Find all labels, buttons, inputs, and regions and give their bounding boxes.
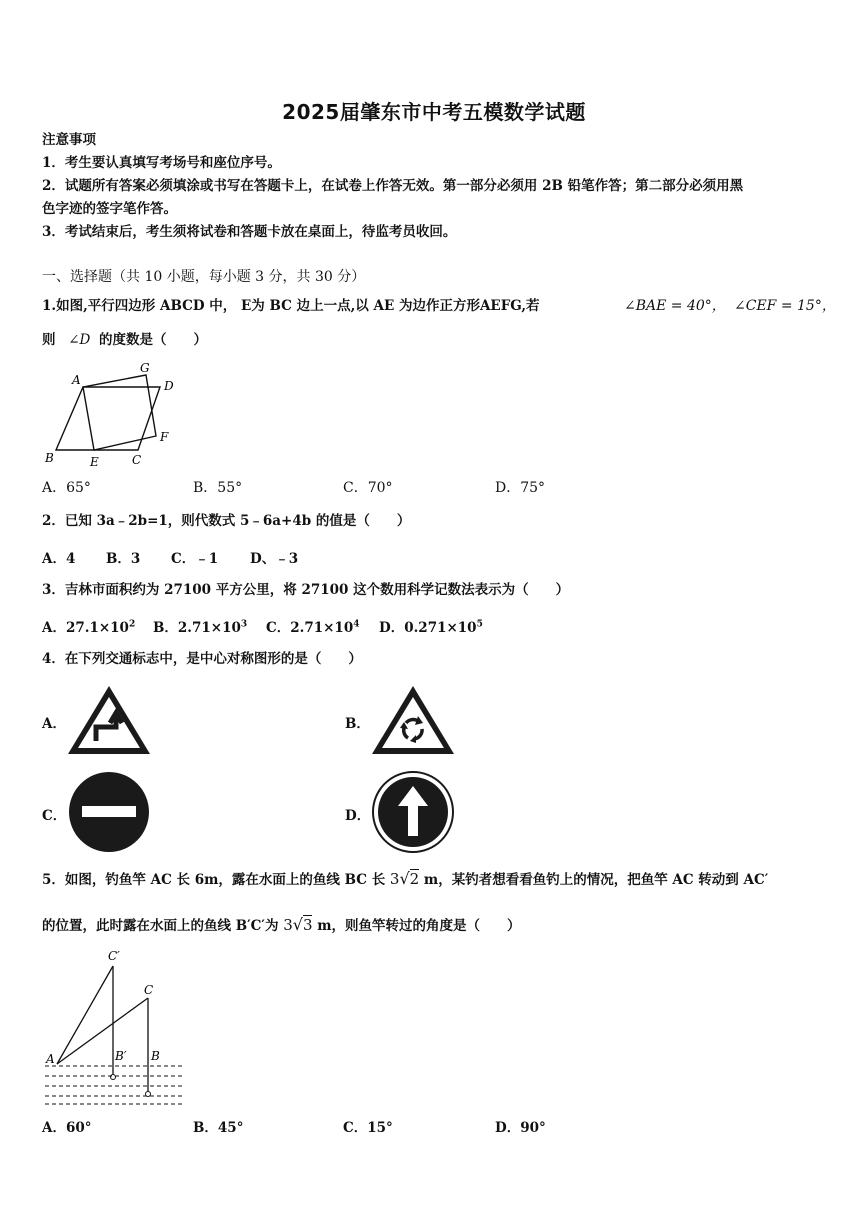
q3-option-d-text: D．0.271×10 [379,620,477,636]
notes-heading: 注意事项 [42,132,96,148]
q4-stem: 4．在下列交通标志中，是中心对称图形的是（ ） [42,651,362,667]
warning-sign-roundabout-icon [370,683,456,757]
q5-root-2-coef: 3 [283,916,293,934]
q5-root-2-rad: 3 [302,916,313,934]
notes-item-1: 1．考生要认真填写考场号和座位序号。 [42,155,281,171]
q5-text-2: m，某钓者想看看鱼钓上的情况，把鱼竿 AC 转动到 AC′ [423,872,769,888]
q3-option-d [379,616,483,636]
q1-option-d: D．75° [495,480,546,496]
notes-item-2-cont: 色字迹的签字笔作答。 [42,201,177,217]
q3-option-c-exp: 4 [353,619,360,630]
label-c: C [132,453,142,467]
q1-stem-line2 [42,331,207,349]
label-c-prime: C′ [108,949,120,963]
label-b: B [45,451,54,465]
q1-text-then: 则 [42,332,56,348]
q1-option-a: A．65° [42,480,91,496]
sign-c-bar [82,806,136,817]
q5-option-a: A．60° [42,1120,92,1136]
label-a: A [72,373,81,387]
square-aefg [83,375,156,450]
label-c: C [144,983,154,997]
q5-root-1-rad: 2 [409,870,420,888]
no-entry-sign-icon [66,770,152,854]
straight-ahead-sign-icon [370,770,456,854]
q4-option-b: B． [345,716,370,732]
q2-option-c: C．﹣1 [171,551,219,567]
q4-option-c: C． [42,808,67,824]
q1-option-b: B．55° [193,480,243,496]
q1-angle-d: ∠D [68,332,91,348]
q3-stem: 3．吉林市面积约为 27100 平方公里，将 27100 这个数用科学记数法表示为（ ） [42,582,570,598]
label-d: D [164,379,174,393]
q3-option-c [266,616,360,636]
q5-option-d: D．90° [495,1120,546,1136]
q5-text-3: 的位置，此时露在水面上的鱼线 B′C′为 [42,918,279,934]
q5-text-4: m，则鱼竿转过的角度是（ ） [317,918,521,934]
q3-option-a-exp: 2 [128,619,136,630]
q4-option-a: A． [42,716,66,732]
warning-sign-curve-icon [66,683,152,757]
parallelogram-abcd [56,387,160,450]
q3-option-d-exp: 5 [476,619,483,630]
q5-option-c: C．15° [343,1120,393,1136]
label-e: E [90,455,99,469]
q3-option-b-text: B．2.71×10 [153,620,241,636]
label-a: A [46,1052,55,1066]
q5-root-2: 3√3 [283,915,313,934]
q2-option-d: D、﹣3 [250,551,299,567]
q1-figure [40,360,180,472]
notes-item-3: 3．考试结束后，考生须将试卷和答题卡放在桌面上，待监考员收回。 [42,224,457,240]
q3-option-b [153,616,247,636]
section-heading: 一、选择题（共 10 小题，每小题 3 分，共 30 分） [42,269,366,285]
q5-figure [40,946,190,1111]
notes-item-2: 2．试题所有答案必须填涂或书写在答题卡上，在试卷上作答无效。第一部分必须用 2B 铅笔作答；第二部分必须用黑 [42,178,744,194]
q3-option-a [42,616,135,636]
q1-angle-cef: ∠CEF = 15°， [734,298,836,314]
q5-stem-line1 [42,870,768,889]
label-b: B [151,1049,160,1063]
q3-option-a-text: A．27.1×10 [42,620,129,636]
rod-ac [57,998,148,1064]
q1-text: 1.如图,平行四边形 ABCD 中， E为 BC 边上一点,以 AE 为边作正方形AEFG,若 [42,298,540,314]
q1-angle-bae: ∠BAE = 40°， [624,298,726,314]
q1-option-c: C．70° [343,480,393,496]
q5-text-1: 5．如图，钓鱼竿 AC 长 6m，露在水面上的鱼线 BC 长 [42,872,386,888]
q5-option-b: B．45° [193,1120,244,1136]
rod-ac-prime [57,966,113,1064]
q5-root-1: 3√2 [389,869,420,888]
q2-option-b: B．3 [106,551,141,567]
label-b-prime: B′ [115,1049,127,1063]
q1-text-question: 的度数是（ ） [99,332,208,348]
hook-1-icon [111,1075,116,1080]
q1-stem [42,297,540,315]
q3-option-b-exp: 3 [240,619,248,630]
label-f: F [160,430,169,444]
q5-root-1-coef: 3 [389,870,400,888]
q2-option-a: A．4 [42,551,76,567]
q2-stem: 2．已知 3a﹣2b=1，则代数式 5﹣6a+4b 的值是（ ） [42,513,411,529]
q5-stem-line2 [42,916,520,935]
q4-option-d: D． [345,808,371,824]
label-g: G [140,361,150,375]
page-title: 2025届肇东市中考五模数学试题 [282,100,586,124]
q3-option-c-text: C．2.71×10 [266,620,354,636]
